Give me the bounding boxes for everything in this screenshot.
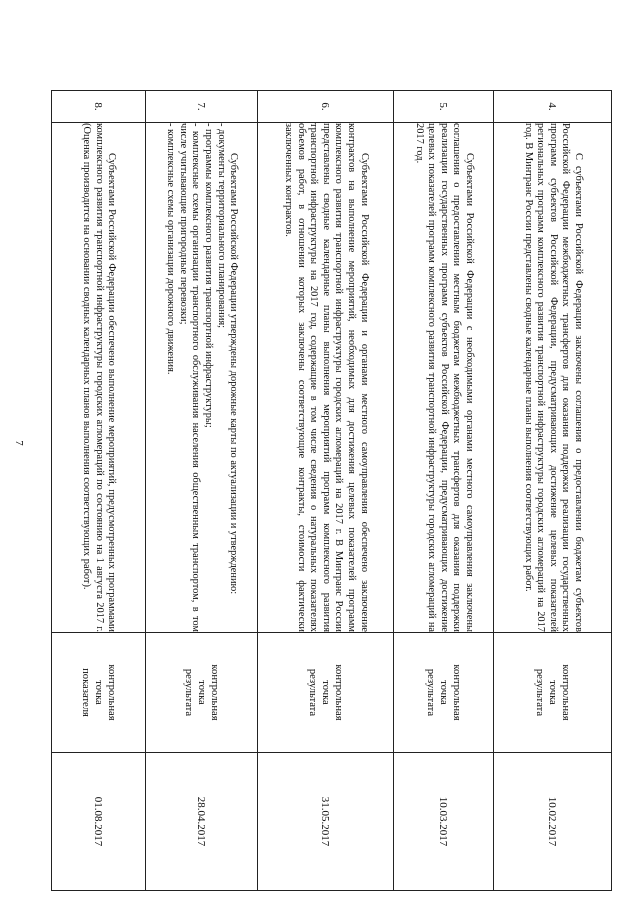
event-list-item: - документы территориального планирования; (215, 123, 227, 329)
control-points-table (51, 90, 612, 891)
event-list-item: - комплексные схемы организации дорожного движения. (165, 123, 177, 375)
event-type (258, 633, 394, 753)
event-type-line: контрольная (451, 664, 462, 721)
table-row (258, 91, 394, 891)
event-description (394, 123, 494, 633)
event-type-line: результата (534, 668, 545, 717)
event-type-line: точка (438, 680, 449, 705)
deadline-date: 01.08.2017 (52, 753, 146, 891)
table-row (146, 91, 258, 891)
event-type-line: точка (320, 680, 331, 705)
deadline-date: 31.05.2017 (258, 753, 394, 891)
event-type-line: контрольная (560, 664, 571, 721)
page-number: 7 (12, 440, 25, 446)
event-type-line: точка (547, 680, 558, 705)
event-text: Субъектами Российской Федерации с необходимыми органами местного самоуправления заключены соглашения о предоставлении местным бюджетам межбюджетных трансфертов для оказания поддержки реализации государственных программ субъектов Российской Федерации, предусматривающих достижение целевых показателей программ комплексного развития транспортной инфраструктуры городских агломераций на 2017 год. (413, 123, 475, 632)
deadline-date: 10.02.2017 (494, 753, 612, 891)
event-text: Субъектами Российской Федерации утверждены дорожные карты по актуализации и утверждению: (228, 153, 240, 595)
event-type (52, 633, 146, 753)
event-type (394, 633, 494, 753)
event-type-line: точка (93, 680, 104, 705)
table-row (394, 91, 494, 891)
row-number: 4. (494, 91, 612, 123)
event-type-line: результата (183, 668, 194, 717)
rotated-table-container (52, 90, 612, 890)
event-type-line: результата (307, 668, 318, 717)
table-row (52, 91, 146, 891)
event-type (494, 633, 612, 753)
row-number: 6. (258, 91, 394, 123)
event-type-line: контрольная (333, 664, 344, 721)
event-type-line: показателя (80, 668, 91, 717)
row-number: 7. (146, 91, 258, 123)
event-list-item: - программы комплексного развития транспортной инфраструктуры; (203, 123, 215, 428)
event-text: Субъектами Российской Федерации и органами местного самоуправления обеспечено заключение контрактов на выполнение мероприятий, необходимых для достижения целевых показателей программ комплексного развития транспортной инфраструктуры городских агломераций на 2017 г. В Минтранс России представлены сводные календарные планы выполнения мероприятий программ комплексного развития транспортной инфраструктуры на 2017 год, содержащие в том числе сведения о натуральных показателях объемов работ, в отношении которых заключены соответствующие контракты, стоимости фактически заключенных контрактов. (283, 123, 370, 632)
event-description (146, 123, 258, 633)
event-text: С субъектами Российской Федерации заключены соглашения о предоставлении бюджетам субъектов Российской Федерации межбюджетных трансфертов для оказания поддержки реализации государственных программ субъектов Российской Федерации, предусматривающих достижение целевых показателей региональных программ комплексного развития транспортной инфраструктуры городских агломераций на 2017 год. В Минтранс России представлены сводные календарные планы выполнения соответствующих работ. (522, 123, 584, 632)
event-description (258, 123, 394, 633)
event-type-line: контрольная (209, 664, 220, 721)
event-type (146, 633, 258, 753)
deadline-date: 28.04.2017 (146, 753, 258, 891)
table-body (52, 91, 612, 891)
event-description (494, 123, 612, 633)
table-row (494, 91, 612, 891)
row-number: 5. (394, 91, 494, 123)
event-type-line: контрольная (106, 664, 117, 721)
event-description (52, 123, 146, 633)
event-list-item: - комплексные схемы организации транспортного обслуживания населения общественным транспортом, в том числе учитывающие пригородные перевозки; (177, 123, 202, 632)
event-type-line: точка (196, 680, 207, 705)
row-number: 8. (52, 91, 146, 123)
event-type-line: результата (425, 668, 436, 717)
event-text: Субъектами Российской Федерации обеспечено выполнение мероприятий, предусмотренных программами комплексного развития транспортной инфраструктуры городских агломераций по состоянию на 1 августа 2017 г. (Оценка производится на основании сводных календарных планов выполнения соответствующих работ). (81, 123, 118, 632)
deadline-date: 10.03.2017 (394, 753, 494, 891)
